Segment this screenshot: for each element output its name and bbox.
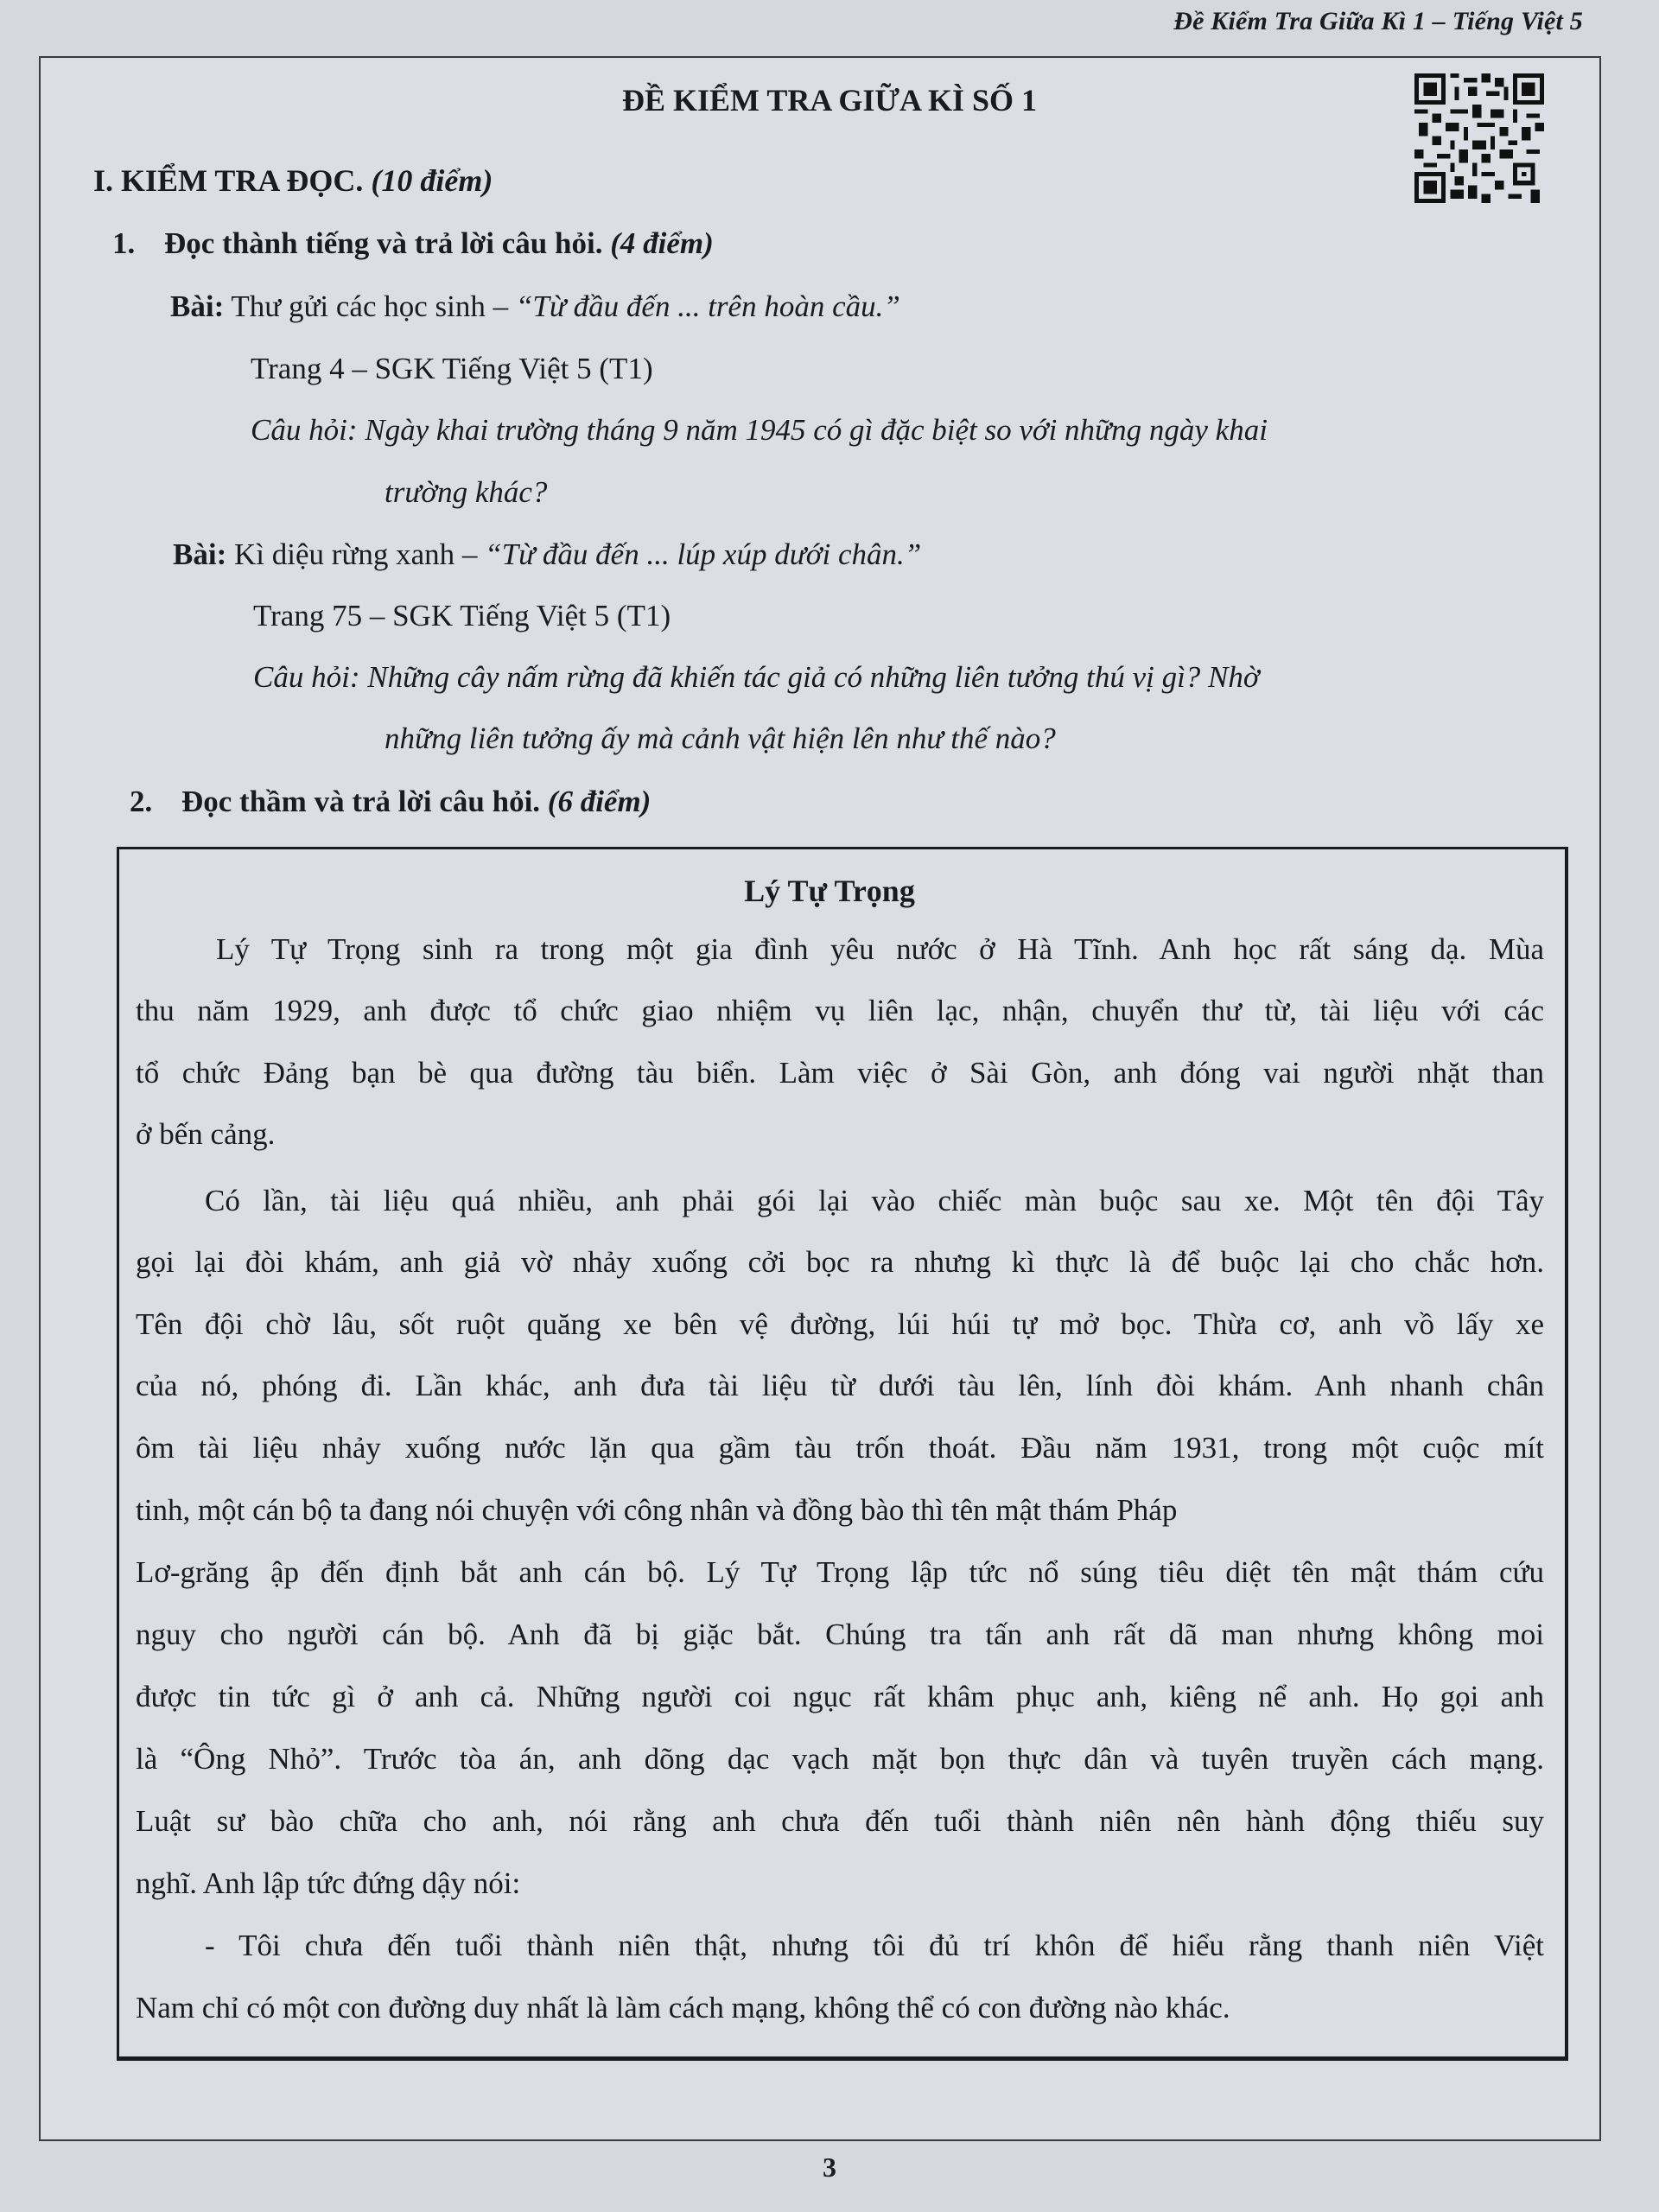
reading-1-question: Câu hỏi: Ngày khai trường tháng 9 năm 1945 có gì đặc biệt so với những ngày khai [251,413,1268,447]
reading-2-bai-label: Bài: [173,537,227,571]
reading-2-source: Trang 75 – SGK Tiếng Việt 5 (T1) [253,599,671,632]
passage-line: thu năm 1929, anh được tổ chức giao nhiệm vụ liên lạc, nhận, chuyển thư từ, tài liệu với các [136,994,1544,1027]
section-points: (10 điểm) [371,163,493,198]
reading-1-excerpt: “Từ đầu đến ... trên hoàn cầu.” [515,289,900,323]
passage-line: là “Ông Nhỏ”. Trước tòa án, anh dõng dạc vạch mặt bọn thực dân và tuyên truyền cách mạng. [136,1742,1544,1776]
passage-line: gọi lại đòi khám, anh giả vờ nhảy xuống cởi bọc ra nhưng kì thực là để buộc lại cho chắc hơn. [136,1245,1544,1279]
passage-line: Lý Tự Trọng sinh ra trong một gia đình yêu nước ở Hà Tĩnh. Anh học rất sáng dạ. Mùa [216,932,1544,966]
part-1-label: Đọc thành tiếng và trả lời câu hỏi. [164,226,603,260]
reading-1-title-line [170,289,900,324]
passage-line: Luật sư bào chữa cho anh, nói rằng anh chưa đến tuổi thành niên nên hành động thiếu suy [136,1804,1544,1838]
reading-1-question-cont: trường khác? [385,475,548,509]
page-number: 3 [823,2152,836,2183]
exam-title: ĐỀ KIỂM TRA GIỮA KÌ SỐ 1 [621,83,1038,118]
reading-2-title: Kì diệu rừng xanh – [233,537,486,571]
part-1-points: (4 điểm) [610,226,714,260]
reading-2-question: Câu hỏi: Những cây nấm rừng đã khiến tác giả có những liên tưởng thú vị gì? Nhờ [253,660,1260,694]
passage-line: tổ chức Đảng bạn bè qua đường tàu biển. Làm việc ở Sài Gòn, anh đóng vai người nhặt than [136,1056,1544,1090]
part-2-points: (6 điểm) [547,785,652,818]
passage-line: được tin tức gì ở anh cả. Những người coi ngục rất khâm phục anh, kiêng nể anh. Họ gọi anh [136,1680,1544,1713]
part-2-heading [130,785,651,819]
passage-line: của nó, phóng đi. Lần khác, anh đưa tài liệu từ dưới tàu lên, lính đòi khám. Anh nhanh chân [136,1369,1544,1402]
passage-line: Nam chỉ có một con đường duy nhất là làm cách mạng, không thể có con đường nào khác. [136,1991,1230,2024]
passage-line: - Tôi chưa đến tuổi thành niên thật, nhưng tôi đủ trí khôn để hiểu rằng thanh niên Việt [205,1929,1544,1962]
part-1-number: 1. [112,226,136,260]
reading-1-source: Trang 4 – SGK Tiếng Việt 5 (T1) [251,352,653,385]
reading-2-excerpt: “Từ đầu đến ... lúp xúp dưới chân.” [485,537,922,571]
passage-line: Có lần, tài liệu quá nhiều, anh phải gói lại vào chiếc màn buộc sau xe. Một tên đội Tây [205,1184,1544,1217]
part-2-number: 2. [130,785,153,818]
reading-1-bai-label: Bài: [170,289,225,323]
passage-title: Lý Tự Trọng [744,874,915,908]
passage-line: Tên đội chờ lâu, sốt ruột quăng xe bên vệ đường, lúi húi tự mở bọc. Thừa cơ, anh vồ lấy xe [136,1307,1544,1341]
reading-2-question-cont: những liên tưởng ấy mà cảnh vật hiện lên như thế nào? [385,721,1056,755]
section-label: I. KIỂM TRA ĐỌC. [93,163,364,198]
reading-2-title-line [173,537,921,572]
passage-line: ở bến cảng. [136,1117,276,1151]
running-header: Đề Kiểm Tra Giữa Kì 1 – Tiếng Việt 5 [1173,7,1583,35]
section-heading-reading [93,162,493,199]
part-2-label: Đọc thầm và trả lời câu hỏi. [181,785,541,818]
part-1-heading [112,226,714,261]
passage-line: ôm tài liệu nhảy xuống nước lặn qua gầm tàu trốn thoát. Đầu năm 1931, trong một cuộc mít [136,1431,1544,1465]
reading-1-title: Thư gửi các học sinh – [231,289,516,323]
passage-line: nguy cho người cán bộ. Anh đã bị giặc bắt. Chúng tra tấn anh rất dã man nhưng không moi [136,1618,1544,1651]
passage-line: nghĩ. Anh lập tức đứng dậy nói: [136,1866,521,1900]
passage-line: tinh, một cán bộ ta đang nói chuyện với công nhân và đồng bào thì tên mật thám Pháp [136,1493,1178,1527]
passage-line: Lơ-grăng ập đến định bắt anh cán bộ. Lý Tự Trọng lập tức nổ súng tiêu diệt tên mật thám cứu [136,1555,1544,1589]
